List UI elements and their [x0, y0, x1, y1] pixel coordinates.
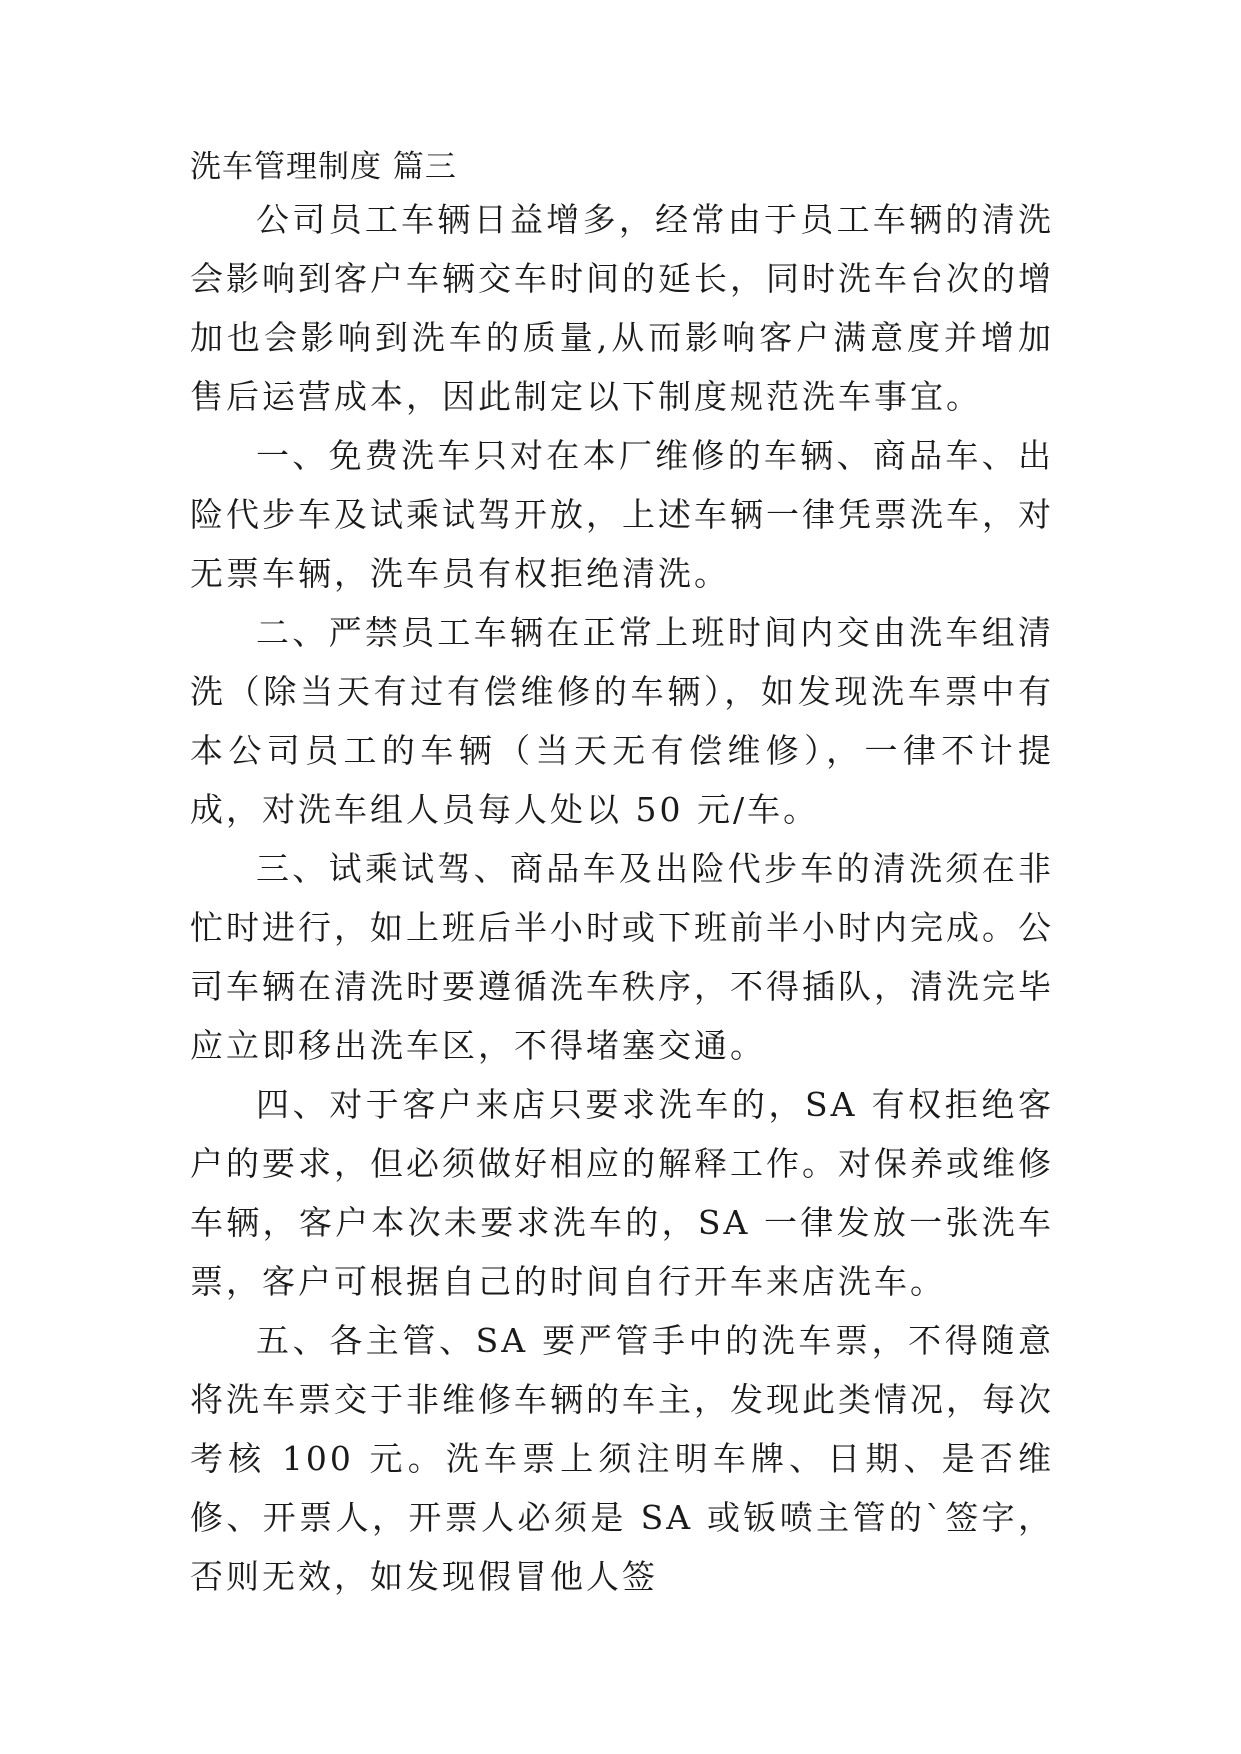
rule-paragraph-5: 五、各主管、SA 要严管手中的洗车票，不得随意将洗车票交于非维修车辆的车主，发现此类情况，每次考核 100 元。洗车票上须注明车牌、日期、是否维修、开票人，开票人必须是 SA 或钣喷主管的`签字，否则无效，如发现假冒他人签 — [190, 1321, 1054, 1596]
intro-paragraph: 公司员工车辆日益增多，经常由于员工车辆的清洗会影响到客户车辆交车时间的延长，同时洗车台次的增加也会影响到洗车的质量,从而影响客户满意度并增加售后运营成本，因此制定以下制度规范洗车事宜。 — [190, 200, 1054, 416]
rule-paragraph-4: 四、对于客户来店只要求洗车的，SA 有权拒绝客户的要求，但必须做好相应的解释工作。对保养或维修车辆，客户本次未要求洗车的，SA 一律发放一张洗车票，客户可根据自己的时间自行开车来店洗车。 — [190, 1085, 1054, 1301]
rule-paragraph-2: 二、严禁员工车辆在正常上班时间内交由洗车组清洗（除当天有过有偿维修的车辆），如发现洗车票中有本公司员工的车辆（当天无有偿维修），一律不计提成，对洗车组人员每人处以 50 元/车。 — [190, 613, 1054, 829]
document-body — [190, 149, 1054, 1606]
rule-paragraph-3: 三、试乘试驾、商品车及出险代步车的清洗须在非忙时进行，如上班后半小时或下班前半小时内完成。公司车辆在清洗时要遵循洗车秩序，不得插队，清洗完毕应立即移出洗车区，不得堵塞交通。 — [190, 849, 1054, 1065]
rule-paragraph-1: 一、免费洗车只对在本厂维修的车辆、商品车、出险代步车及试乘试驾开放，上述车辆一律凭票洗车，对无票车辆，洗车员有权拒绝清洗。 — [190, 436, 1054, 593]
document-title: 洗车管理制度 篇三 — [190, 149, 457, 185]
